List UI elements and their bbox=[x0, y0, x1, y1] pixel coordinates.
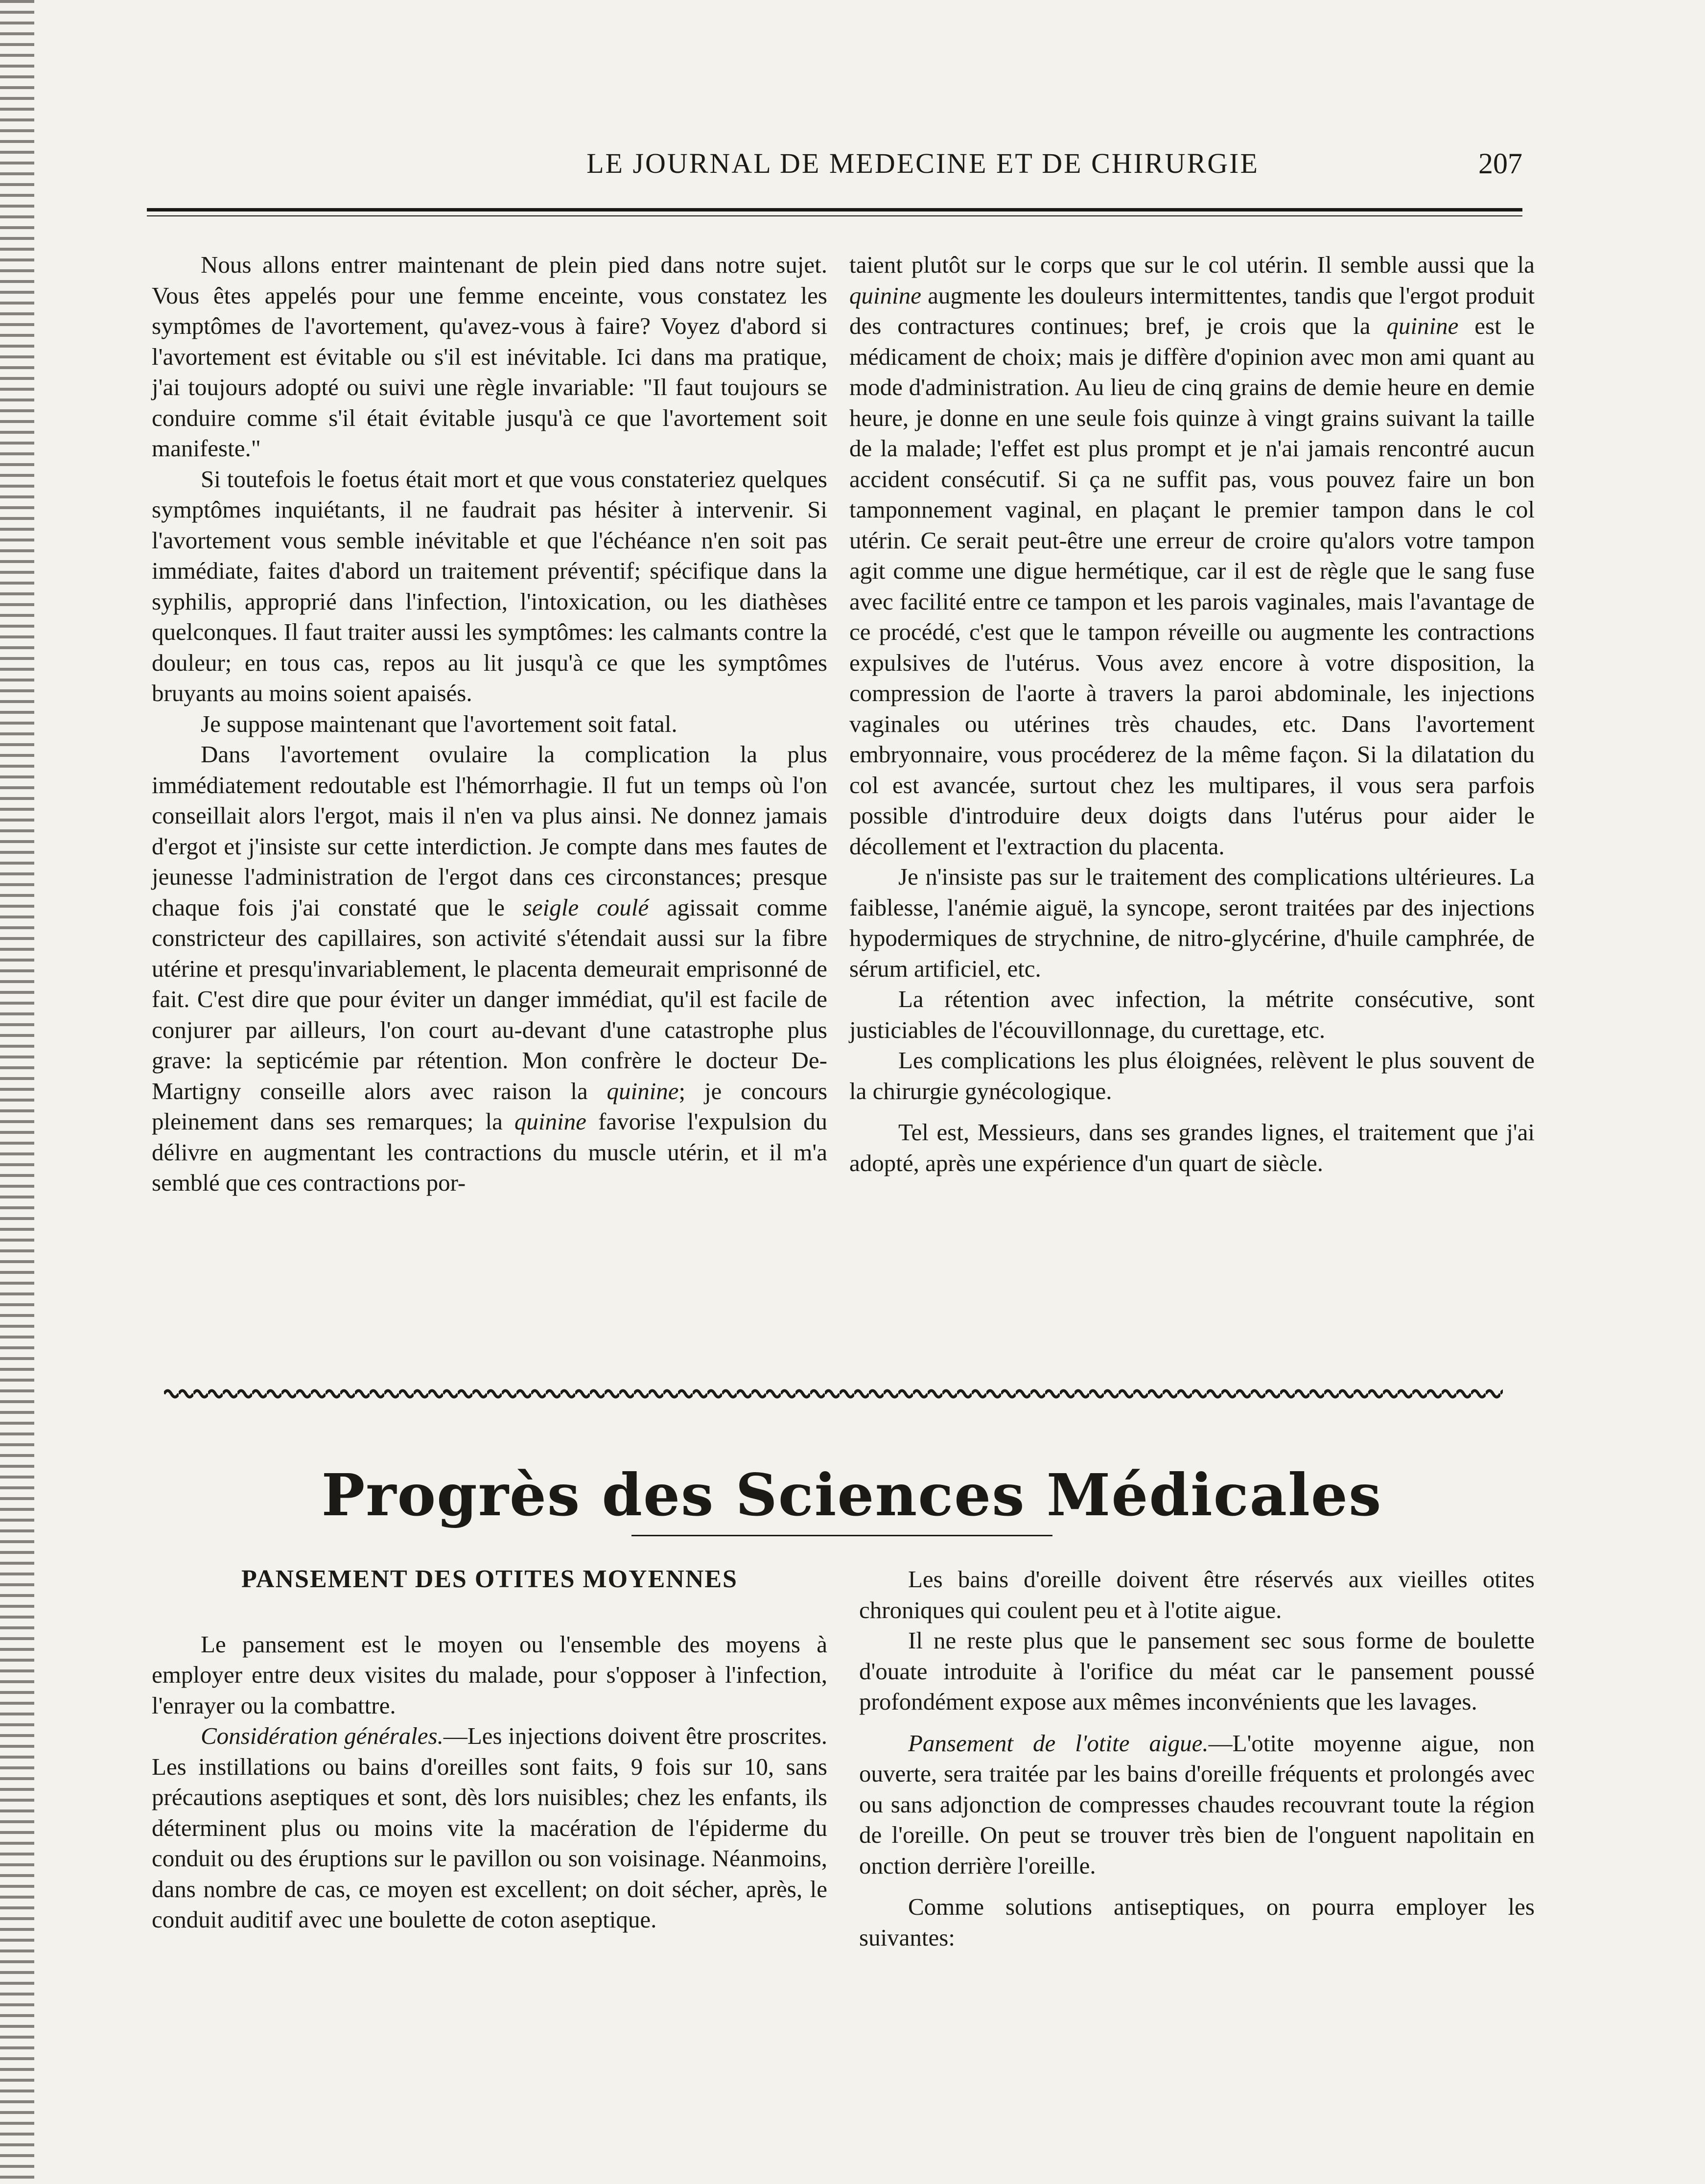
paragraph: Les bains d'oreille doivent être réservés aux vieilles otites chroniques qui coulent peu et à l'otite aigue. bbox=[859, 1566, 1535, 1623]
paragraph-otite-aigue bbox=[859, 1728, 1535, 1881]
paragraph: Le pansement est le moyen ou l'ensemble des moyens à employer entre deux visites du malade, pour s'opposer à l'infection, l'enrayer ou la combattre. bbox=[152, 1630, 827, 1719]
italic-heading: Pansement de l'otite aigue. bbox=[908, 1729, 1209, 1757]
text-run: augmente les douleurs intermittentes, tandis que l'ergot produit des contractures continues; bref, je crois que la bbox=[849, 282, 1535, 339]
text-run: est le médicament de choix; mais je diffère d'opinion avec mon ami quant au mode d'administration. Au lieu de cinq grains de demie heure en demie heure, je donne en une seule fois quinze à vingt grains suivant la taille de la malade; l'effet est plus prompt et je n'ai jamais rencontré aucun accident consécutif. Si ça ne suffit pas, vous pouvez faire un bon tamponnement vaginal, en plaçant le premier tampon dans le col utérin. Ce serait peut-être une erreur de croire qu'alors votre tampon agit comme une digue hermétique, car il est de règle que le sang fuse avec facilité entre ce tampon et les parois vaginales, mais l'avantage de ce procédé, c'est que le tampon réveille ou augmente les contractions expulsives de l'utérus. Vous avez encore à votre disposition, la compression de l'aorte à travers la paroi abdominale, les injections vaginales ou utérines très chaudes, etc. Dans l'avortement embryonnaire, vous procéderez de la même façon. Si la dilatation du col est avancée, surtout chez les multipares, il vous sera parfois possible d'introduire deux doigts dans l'utérus pour aider le décollement et l'extraction du placenta. bbox=[849, 312, 1535, 860]
paragraph: Je suppose maintenant que l'avortement soit fatal. bbox=[201, 710, 677, 737]
article-subhead: PANSEMENT DES OTITES MOYENNES bbox=[241, 1565, 738, 1593]
text-run: —L'otite moyenne aigue, non ouverte, sera traitée par les bains d'oreille fréquents et prolongés avec ou sans adjonction de compresses chaudes recouvrant toute la région de l'oreille. On peut se trouver très bien de l'onguent napolitain en onction derrière l'oreille. bbox=[859, 1729, 1535, 1879]
page-number: 207 bbox=[1478, 147, 1522, 180]
italic-term: quinine bbox=[514, 1108, 586, 1135]
paragraph-continued bbox=[849, 250, 1535, 862]
text-run: agissait comme constricteur des capillaires, son activité s'étendait aussi sur la fibre utérine et presqu'invariablement, le placenta demeurait emprisonné de fait. C'est dire que pour éviter un danger immédiat, qu'il est facile de conjurer par ailleurs, l'on court au-devant d'une catastrophe plus grave: la septicémie par rétention. Mon confrère le docteur De-Martigny conseille alors avec raison la bbox=[152, 893, 828, 1104]
section-column-left bbox=[152, 1564, 827, 1935]
running-title: LE JOURNAL DE MEDECINE ET DE CHIRURGIE bbox=[586, 147, 1259, 179]
italic-heading: Considération générales. bbox=[201, 1722, 444, 1749]
paragraph: Je n'insiste pas sur le traitement des complications ultérieures. La faiblesse, l'anémie aiguë, la syncope, seront traitées par des injections hypodermiques de strychnine, de nitro-glycérine, d'huile camphrée, de sérum artificiel, etc. bbox=[849, 863, 1535, 982]
section-title: Progrès des Sciences Médicales bbox=[321, 1461, 1382, 1529]
paragraph: Il ne reste plus que le pansement sec sous forme de boulette d'ouate introduite à l'orifice du méat car le pansement poussé profondément expose aux mêmes inconvénients que les lavages. bbox=[859, 1627, 1535, 1715]
decorative-wave-divider bbox=[164, 1386, 1503, 1402]
scan-binding-edge bbox=[0, 0, 34, 2184]
italic-term: quinine bbox=[607, 1077, 679, 1104]
section-column-right bbox=[859, 1564, 1535, 1953]
paragraph: Les complications les plus éloignées, relèvent le plus souvent de la chirurgie gynécologique. bbox=[849, 1047, 1535, 1104]
article-column-right bbox=[849, 250, 1535, 1178]
italic-term: seigle coulé bbox=[522, 893, 649, 921]
text-run: taient plutôt sur le corps que sur le col utérin. Il semble aussi que la bbox=[849, 251, 1535, 278]
text-run: Dans l'avortement ovulaire la complication la plus immédiatement redoutable est l'hémorrhagie. Il fut un temps où l'on conseillait alors l'ergot, mais il n'en va plus ainsi. Ne donnez jamais d'ergot et j'insiste sur cette interdiction. Je compte dans mes fautes de jeunesse l'administration de l'ergot dans ces circonstances; presque chaque fois j'ai constaté que le bbox=[152, 741, 827, 921]
italic-term: quinine bbox=[849, 282, 921, 309]
text-run: favorise l'expulsion du délivre en augmentant les contractions du muscle utérin, et il m'a semblé que ces contractions por- bbox=[152, 1108, 827, 1196]
paragraph-considerations bbox=[152, 1721, 827, 1935]
header-rule bbox=[147, 208, 1522, 211]
title-rule bbox=[631, 1535, 1052, 1536]
text-run: ; je concours pleinement dans ses remarques; la bbox=[152, 1077, 828, 1135]
paragraph: Si toutefois le foetus était mort et que vous constateriez quelques symptômes inquiétants, il ne faudrait pas hésiter à intervenir. Si l'avortement vous semble inévitable et que l'échéance n'en soit pas immédiate, faites d'abord un traitement préventif; spécifique dans la syphilis, approprié dans l'infection, l'intoxication, ou les diathèses quelconques. Il faut traiter aussi les symptômes: les calmants contre la douleur; en tous cas, repos au lit jusqu'à ce que les symptômes bruyants au moins soient apaisés. bbox=[152, 465, 827, 706]
text-run: —Les injections doivent être proscrites. Les instillations ou bains d'oreilles sont faits, 9 fois sur 10, sans précautions aseptiques et sont, dès lors nuisibles; chez les enfants, ils déterminent plus ou moins vite la macération de l'épiderme du conduit ou des éruptions sur le pavillon ou son voisinage. Néanmoins, dans nombre de cas, ce moyen est excellent; on doit sécher, après, le conduit auditif avec une boulette de coton aseptique. bbox=[152, 1722, 827, 1933]
paragraph: Tel est, Messieurs, dans ses grandes lignes, el traitement que j'ai adopté, après une expérience d'un quart de siècle. bbox=[849, 1119, 1535, 1176]
paragraph: La rétention avec infection, la métrite consécutive, sont justiciables de l'écouvillonnage, du curettage, etc. bbox=[849, 986, 1535, 1043]
article-column-left bbox=[152, 250, 827, 1198]
paragraph: Nous allons entrer maintenant de plein pied dans notre sujet. Vous êtes appelés pour une femme enceinte, vous constatez les symptômes de l'avortement, qu'avez-vous à faire? Voyez d'abord si l'avortement est évitable ou s'il est inévitable. Ici dans ma pratique, j'ai toujours adopté ou suivi une règle invariable: "Il faut toujours se conduire comme s'il était évitable jusqu'à ce que l'avortement soit manifeste." bbox=[152, 251, 827, 462]
italic-term: quinine bbox=[1386, 312, 1459, 339]
paragraph: Comme solutions antiseptiques, on pourra employer les suivantes: bbox=[859, 1893, 1535, 1951]
page-header bbox=[147, 147, 1522, 191]
paragraph-ergot bbox=[152, 739, 827, 1198]
